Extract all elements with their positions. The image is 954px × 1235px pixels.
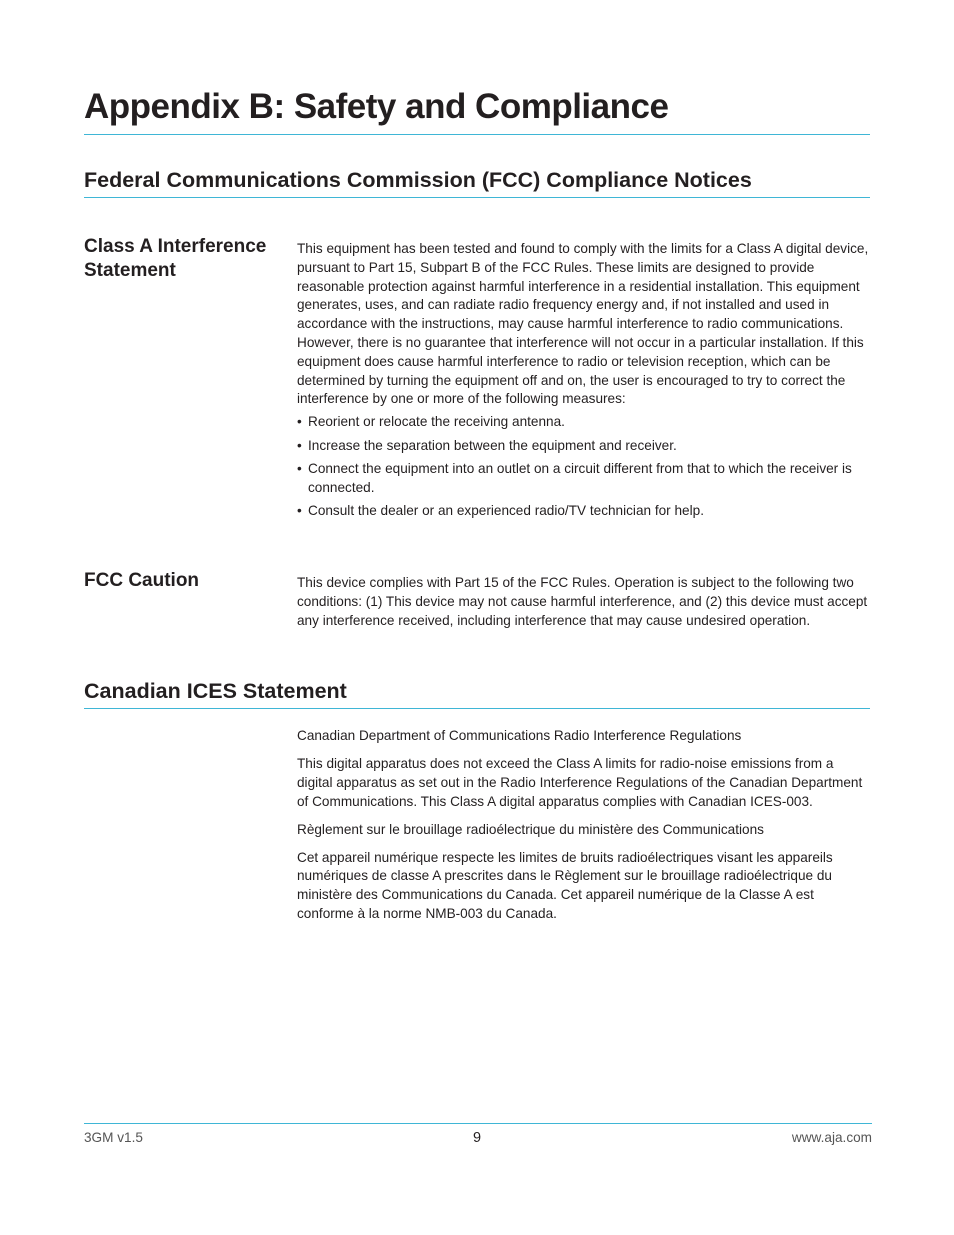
page-title: Appendix B: Safety and Compliance (84, 84, 870, 135)
bullet-icon: • (297, 414, 302, 430)
class-a-body (297, 240, 872, 526)
footer-version: 3GM v1.5 (84, 1130, 143, 1145)
list-item (297, 437, 872, 456)
list-item-text: Reorient or relocate the receiving antenna. (308, 414, 565, 430)
list-item (297, 460, 872, 498)
list-item (297, 413, 872, 432)
bullet-icon: • (297, 437, 302, 453)
ices-paragraph: Cet appareil numérique respecte les limites de bruits radioélectriques visant les appareils numériques de classe A prescrites dans le Règlement sur le brouillage radioélectrique du ministère des Communications du Canada. Cet appareil numérique de la Classe A est conforme à la norme NMB-003 du Canada. (297, 849, 833, 921)
list-item-text: Increase the separation between the equipment and receiver. (308, 437, 677, 453)
bullet-icon: • (297, 503, 302, 519)
fcc-section-heading: Federal Communications Commission (FCC) Compliance Notices (84, 166, 870, 198)
ices-section-heading: Canadian ICES Statement (84, 677, 870, 709)
footer-website-link[interactable]: www.aja.com (791, 1130, 872, 1145)
page-number: 9 (472, 1130, 482, 1146)
class-a-bullet-list (297, 413, 872, 521)
ices-body (297, 727, 872, 924)
list-item-text: Consult the dealer or an experienced radio/TV technician for help. (308, 503, 704, 519)
ices-paragraph: Règlement sur le brouillage radioélectrique du ministère des Communications (297, 821, 764, 837)
bullet-icon: • (297, 460, 302, 476)
fcc-caution-paragraph: This device complies with Part 15 of the FCC Rules. Operation is subject to the following two conditions: (1) This device may not cause harmful interference, and (2) this device must accept any interference received, including interference that may cause undesired operation. (297, 575, 868, 628)
list-item (297, 502, 872, 521)
footer-divider (84, 1123, 872, 1124)
ices-paragraph: Canadian Department of Communications Radio Interference Regulations (297, 728, 742, 743)
ices-paragraph: This digital apparatus does not exceed the Class A limits for radio-noise emissions from a digital apparatus as set out in the Radio Interference Regulations of the Canadian Department of Communications. This Class A digital apparatus complies with Canadian ICES-003. (297, 755, 863, 809)
fcc-caution-heading: FCC Caution (84, 570, 200, 591)
fcc-caution-body (297, 574, 872, 630)
class-a-heading: Class A Interference Statement (84, 236, 267, 281)
list-item-text: Connect the equipment into an outlet on a circuit different from that to which the receiver is connected. (308, 460, 852, 495)
class-a-paragraph: This equipment has been tested and found to comply with the limits for a Class A digital device, pursuant to Part 15, Subpart B of the FCC Rules. These limits are designed to provide reasonable protection against harmful interference in a residential installation. This equipment generates, uses, and can radiate radio frequency energy and, if not installed and used in accordance with the instructions, may cause harmful interference to radio communications. However, there is no guarantee that interference will not occur in a particular installation. If this equipment does cause harmful interference to radio or television reception, which can be determined by turning the equipment off and on, the user is encouraged to try to correct the interference by one or more of the following measures: (297, 241, 869, 407)
